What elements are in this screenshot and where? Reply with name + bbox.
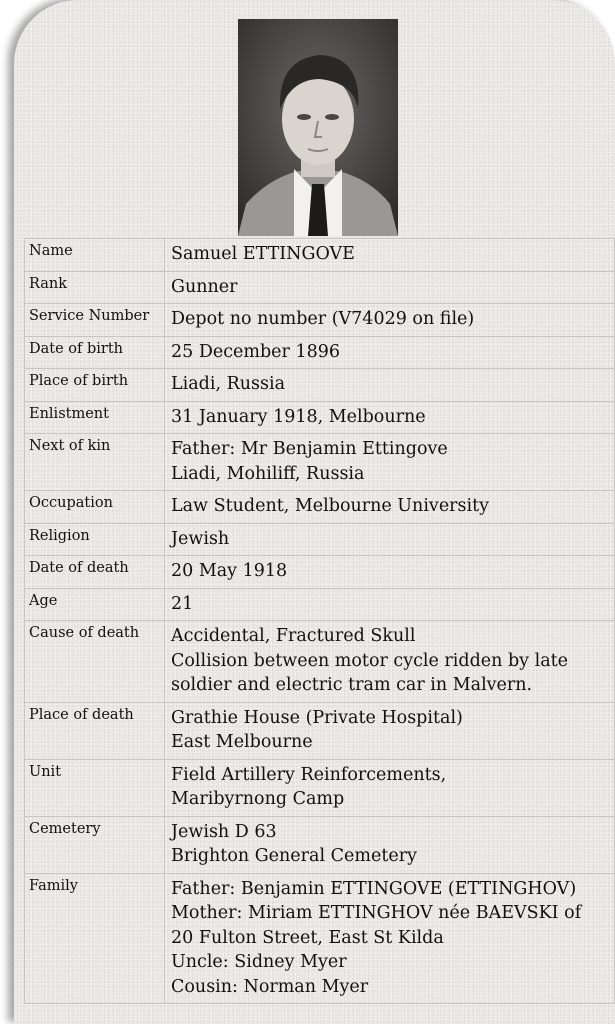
field-value-line: Cousin: Norman Myer [171,976,369,997]
record-card [14,0,615,1024]
field-label: Date of birth [25,336,165,369]
field-value-line: Grathie House (Private Hospital) [171,707,463,728]
table-row [25,271,615,304]
service-record-table [24,238,615,1004]
table-row [25,523,615,556]
field-label: Cemetery [25,816,165,873]
field-value-line: Maribyrnong Camp [171,789,345,809]
field-value-line: Jewish D 63 [171,821,277,842]
field-value-line: Depot no number (V74029 on file) [171,309,475,329]
field-label: Place of birth [25,369,165,402]
field-label: Age [25,588,165,621]
field-value-line: Father: Benjamin ETTINGOVE (ETTINGHOV) [171,878,577,899]
field-value-line: Brighton General Cemetery [171,846,417,866]
table-row [25,556,615,589]
field-label: Enlistment [25,401,165,434]
field-label: Date of death [25,556,165,589]
field-value [165,304,615,337]
field-value-line: Father: Mr Benjamin Ettingove [171,439,448,459]
table-row [25,369,615,402]
field-value-line: Accidental, Fractured Skull [171,626,416,646]
field-value-line: Law Student, Melbourne University [171,496,490,516]
field-value-line: Field Artillery Reinforcements, [171,764,447,785]
field-label: Occupation [25,491,165,524]
field-label: Service Number [25,304,165,337]
field-label: Unit [25,759,165,816]
field-value [165,491,615,524]
field-value [165,759,615,816]
field-value [165,239,615,272]
field-value [165,556,615,589]
field-value-line: 25 December 1896 [171,341,340,362]
field-label: Family [25,873,165,1004]
field-value-line: 20 May 1918 [171,561,288,581]
table-row [25,621,615,703]
field-value [165,336,615,369]
field-label: Rank [25,271,165,304]
field-label: Place of death [25,702,165,759]
field-value [165,816,615,873]
table-row [25,239,615,272]
field-label: Religion [25,523,165,556]
field-value [165,271,615,304]
field-label: Next of kin [25,434,165,491]
field-value-line: Jewish [171,528,230,549]
field-value-line: 21 [171,593,194,614]
table-row [25,491,615,524]
field-value-line: Uncle: Sidney Myer [171,952,347,972]
field-value-line: soldier and electric tram car in Malvern. [171,675,533,695]
field-value [165,588,615,621]
field-value-line: 31 January 1918, Melbourne [171,406,426,427]
table-row [25,702,615,759]
field-value [165,523,615,556]
field-value-line: Samuel ETTINGOVE [171,244,355,264]
table-row [25,759,615,816]
table-row [25,401,615,434]
table-row [25,816,615,873]
portrait-image [238,19,398,236]
table-row [25,588,615,621]
field-value [165,621,615,703]
field-value [165,434,615,491]
field-value-line: Collision between motor cycle ridden by late [171,650,569,671]
field-value [165,369,615,402]
table-row [25,304,615,337]
field-label: Cause of death [25,621,165,703]
field-value-line: Gunner [171,276,238,297]
field-value-line: Liadi, Mohiliff, Russia [171,463,365,484]
field-value-line: Mother: Miriam ETTINGHOV née BAEVSKI of [171,903,582,923]
field-value-line: Liadi, Russia [171,374,286,394]
field-label: Name [25,239,165,272]
field-value [165,873,615,1004]
field-value [165,401,615,434]
portrait-photo [238,19,398,236]
table-row [25,873,615,1004]
field-value [165,702,615,759]
table-row [25,336,615,369]
field-value-line: East Melbourne [171,732,313,752]
table-row [25,434,615,491]
field-value-line: 20 Fulton Street, East St Kilda [171,927,444,948]
